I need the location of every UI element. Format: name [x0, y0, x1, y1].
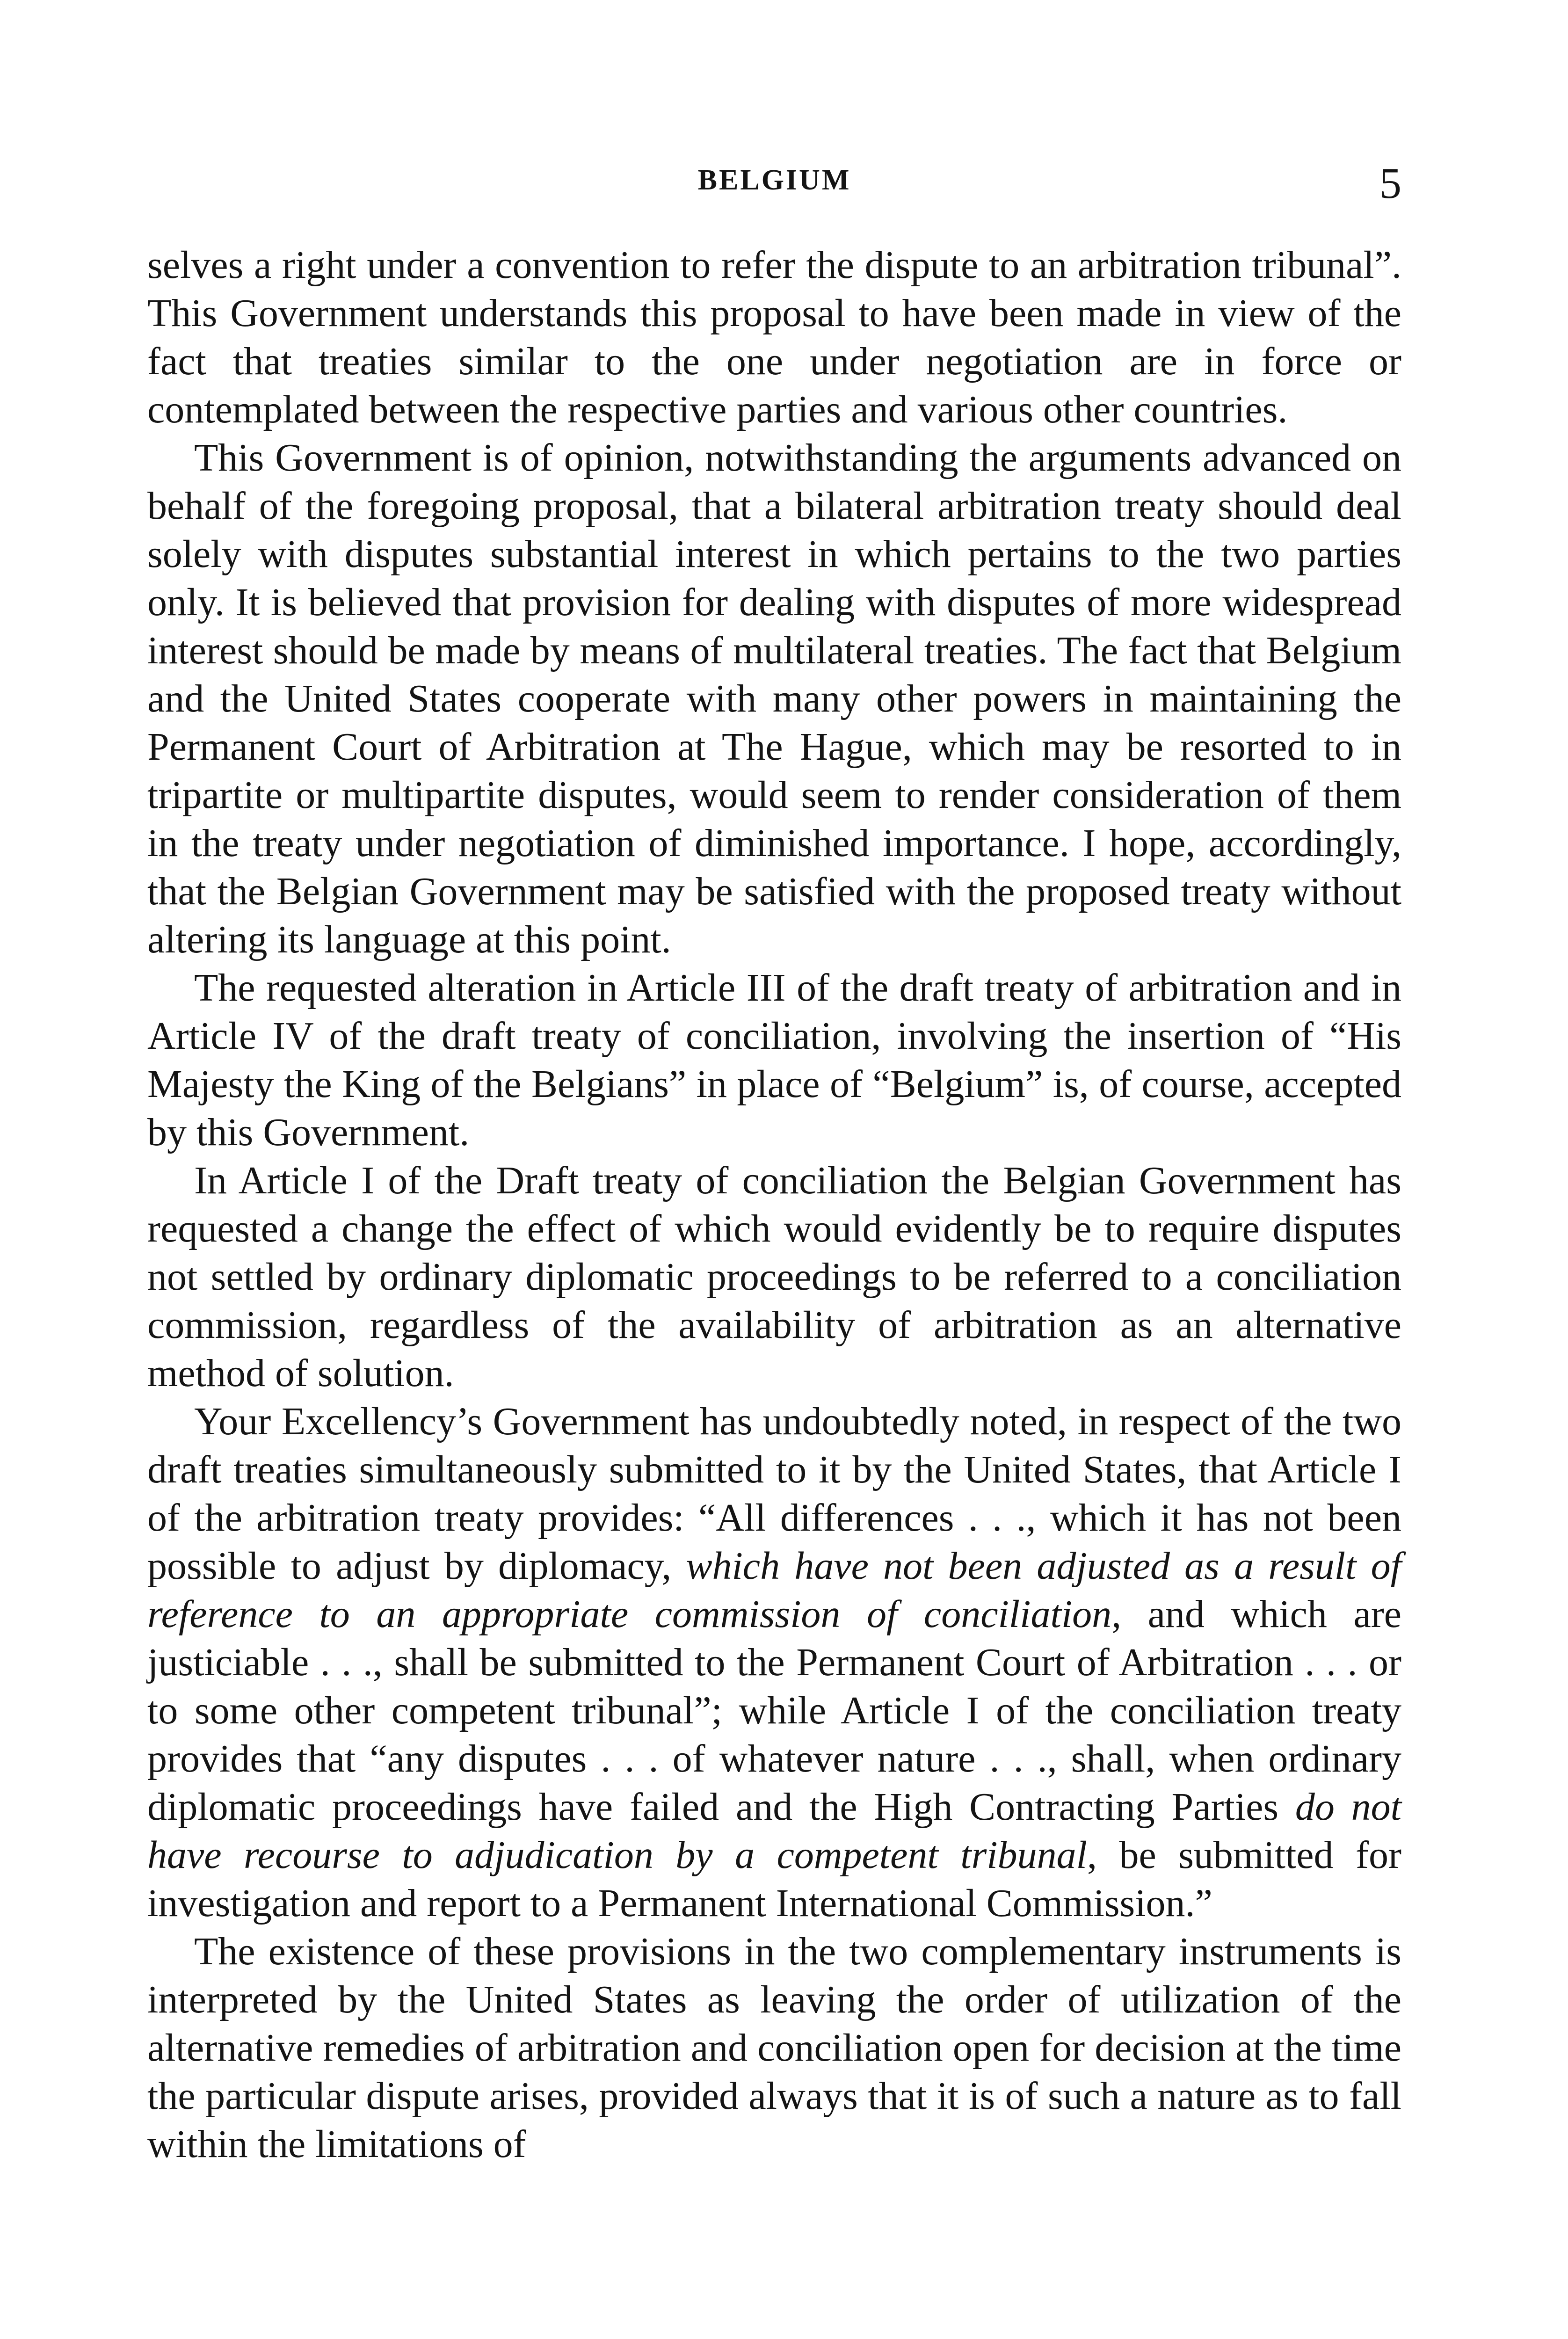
paragraph: The requested alteration in Article III of the draft treaty of arbitration and in Article IV of the draft treaty of conciliation, involving the insertion of “His Majesty the King of the Belgians” in place of “Belgium” is, of course, accepted by this Government.	[147, 966, 1401, 1154]
paragraph: In Article I of the Draft treaty of conciliation the Belgian Government has requested a change the effect of which would evidently be to require disputes not settled by ordinary diplomatic proceedings to be referred to a conciliation commission, regardless of the availability of arbitration as an alternative method of solution.	[147, 1159, 1401, 1395]
paragraph-text-run: , be submitted for investigation and report to a Permanent International Commission.”	[147, 1833, 1401, 1925]
paragraph-continued: selves a right under a convention to refer the dispute to an arbitration tribunal”. This Government understands this proposal to have been made in view of the fact that treaties similar to the one under negotiation are in force or contemplated between the respective parties and various other countries.	[147, 243, 1401, 431]
document-body	[147, 241, 1401, 2168]
italic-emphasis: which have not been adjusted as a result of reference to an appropriate commission of conciliation	[147, 1544, 1402, 1636]
paragraph-with-quotation	[147, 1397, 1401, 1927]
page-number: 5	[1379, 159, 1401, 208]
paragraph: The existence of these provisions in the two complementary instruments is interpreted by the United States as leaving the order of utilization of the alternative remedies of arbitration and conciliation open for decision at the time the particular dispute arises, provided always that it is of such a nature as to fall within the limitations of	[147, 1930, 1401, 2166]
paragraph: This Government is of opinion, notwithstanding the arguments advanced on behalf of the foregoing proposal, that a bilateral arbitration treaty should deal solely with disputes substantial interest in which pertains to the two parties only. It is believed that provision for dealing with disputes of more widespread interest should be made by means of multilateral treaties. The fact that Belgium and the United States cooperate with many other powers in maintaining the Permanent Court of Arbitration at The Hague, which may be resorted to in tripartite or multipartite disputes, would seem to render consideration of them in the treaty under negotiation of diminished importance. I hope, accordingly, that the Belgian Government may be satisfied with the proposed treaty without altering its language at this point.	[147, 436, 1401, 961]
running-head	[147, 159, 1401, 215]
paragraph-text-run: , and which are justiciable . . ., shall be submitted to the Permanent Court of Arbitration . . . or to some other competent tribunal”; while Article I of the conciliation treaty provides that “any disputes . . . of whatever nature . . ., shall, when ordinary diplomatic proceedings have failed and the High Contracting Parties	[147, 1592, 1402, 1829]
running-title: BELGIUM	[697, 164, 851, 196]
paragraph-text-run: Your Excellency’s Government has undoubtedly noted, in respect of the two draft treaties simultaneously submitted to it by the United States, that Article I of the arbitration treaty provides: “All differences . . ., which it has not been possible to adjust by diplomacy,	[147, 1400, 1401, 1588]
italic-emphasis: do not have recourse to adjudication by a competent tribunal	[147, 1785, 1401, 1877]
